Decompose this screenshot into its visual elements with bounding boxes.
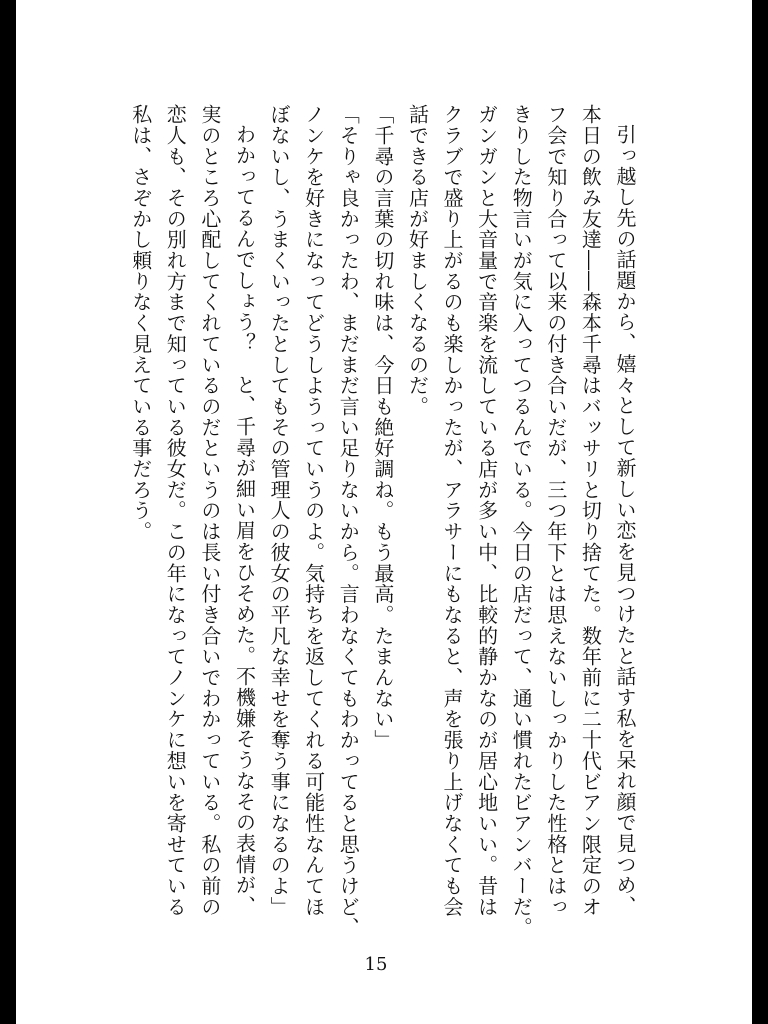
text-column: 私は、さぞかし頼りなく見えている事だろう。 xyxy=(128,104,153,542)
text-column: 恋人も、その別れ方まで知っている彼女だ。この年になってノンケに想いを寄せている xyxy=(163,104,188,918)
text-column: クラブで盛り上がるのも楽しかったが、アラサーにもなると、声を張り上げなくても会 xyxy=(440,104,465,918)
vertical-text-body xyxy=(102,104,642,944)
text-column: 引っ越し先の話題から、嬉々として新しい恋を見つけたと話す私を呆れ顔で見つめ、 xyxy=(613,124,637,917)
text-column: わかってるんでしょう？ と、千尋が細い眉をひそめた。不機嫌そうなその表情が、 xyxy=(232,124,257,917)
text-column: 話できる店が好ましくなるのだ。 xyxy=(405,104,430,417)
text-column: ぼないし、うまくいったとしてもその管理人の彼女の平凡な幸せを奪う事になるのよ」 xyxy=(267,104,292,918)
text-column: 実のところ心配してくれているのだというのは長い付き合いでわかっている。私の前の xyxy=(197,104,222,918)
text-column: 「千尋の言葉の切れ味は、今日も絶好調ね。もう最高。たまんない」 xyxy=(370,104,395,751)
text-column: 本日の飲み友達――森本千尋はバッサリと切り捨てた。数年前に二十代ビアン限定のオ xyxy=(578,104,603,918)
book-page xyxy=(16,0,752,1024)
text-column: ノンケを好きになってどうしようっていうのよ。気持ちを返してくれる可能性なんてほ xyxy=(301,104,326,918)
text-column: ガンガンと大音量で音楽を流している店が多い中、比較的静かなのが居心地いい。昔は xyxy=(474,104,499,918)
text-column: フ会で知り合って以来の付き合いだが、三つ年下とは思えないしっかりした性格とはっ xyxy=(543,104,568,918)
text-column: きりした物言いが気に入ってつるんでいる。今日の店だって、通い慣れたビアンバーだ。 xyxy=(509,104,534,938)
page-number: 15 xyxy=(364,954,388,975)
text-column: 「そりゃ良かったわ、まだまだ言い足りないから。言わなくてもわかってると思うけど、 xyxy=(336,104,361,938)
